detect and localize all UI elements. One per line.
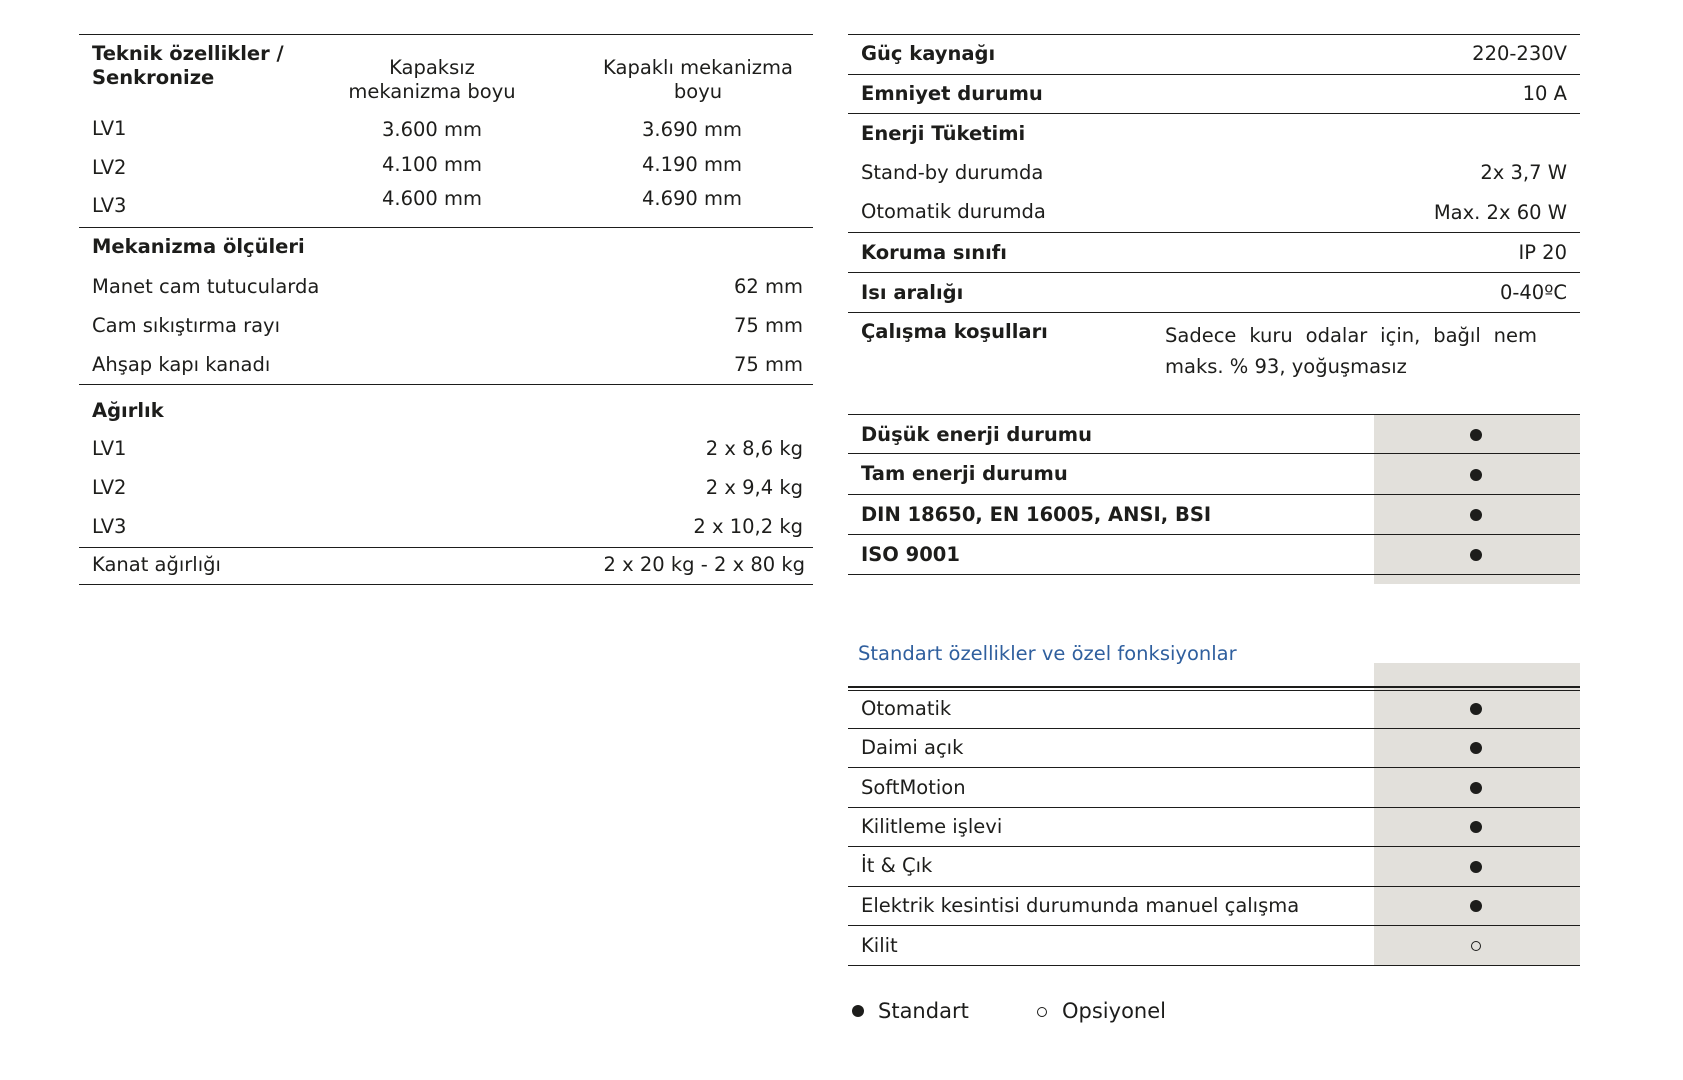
row-label: Kanat ağırlığı: [92, 553, 221, 576]
divider: [848, 453, 1580, 454]
standard-dot-icon: [1470, 742, 1482, 754]
row-label: Elektrik kesintisi durumunda manuel çalışma: [861, 894, 1300, 917]
row-value: 2x 3,7 W: [1480, 161, 1567, 184]
row-label: DIN 18650, EN 16005, ANSI, BSI: [861, 503, 1212, 526]
section-heading: Enerji Tüketimi: [861, 122, 1026, 145]
row-value: 75 mm: [733, 353, 803, 376]
row-label: SoftMotion: [861, 776, 966, 799]
divider: [848, 74, 1580, 75]
divider: [848, 690, 1580, 691]
row-value: 3.600 mm: [381, 118, 482, 141]
row-value: 2 x 9,4 kg: [705, 476, 803, 499]
divider: [848, 414, 1580, 415]
row-label: Cam sıkıştırma rayı: [92, 314, 281, 337]
standard-dot-icon: [1470, 703, 1482, 715]
divider: [848, 534, 1580, 535]
section-heading: Ağırlık: [92, 399, 164, 422]
standard-dot-icon: [1470, 861, 1482, 873]
divider: [848, 767, 1580, 768]
divider: [848, 965, 1580, 966]
features-title: Standart özellikler ve özel fonksiyonlar: [858, 642, 1237, 665]
row-label: Isı aralığı: [861, 281, 964, 304]
row-label: LV1: [92, 117, 127, 140]
row-label: LV2: [92, 476, 127, 499]
row-label: Otomatik durumda: [861, 200, 1046, 223]
row-label: Koruma sınıfı: [861, 241, 1007, 264]
divider: [848, 728, 1580, 729]
divider: [848, 494, 1580, 495]
row-value: 4.690 mm: [641, 187, 742, 210]
standard-dot-icon: [1470, 429, 1482, 441]
row-value: 2 x 8,6 kg: [705, 437, 803, 460]
divider: [79, 547, 813, 548]
row-label: Çalışma koşulları: [861, 320, 1048, 343]
standard-dot-icon: [1470, 469, 1482, 481]
row-label: Daimi açık: [861, 736, 964, 759]
divider: [79, 34, 813, 35]
divider: [79, 584, 813, 585]
standard-dot-icon: [1470, 782, 1482, 794]
row-label: Düşük enerji durumu: [861, 423, 1092, 446]
divider: [848, 232, 1580, 233]
row-value: 2 x 10,2 kg: [693, 515, 803, 538]
row-label: LV3: [92, 515, 127, 538]
divider: [848, 925, 1580, 926]
standard-dot-icon: [852, 1005, 864, 1017]
row-value: 3.690 mm: [641, 118, 742, 141]
optional-circle-icon: [1471, 941, 1481, 951]
row-label: Kilitleme işlevi: [861, 815, 1003, 838]
row-label: Manet cam tutucularda: [92, 275, 320, 298]
optional-circle-icon: [1037, 1007, 1047, 1017]
section-heading: Mekanizma ölçüleri: [92, 235, 305, 258]
column-header-with-cover: Kapaklı mekanizma boyu: [603, 56, 793, 103]
row-label: Emniyet durumu: [861, 82, 1043, 105]
divider: [79, 384, 813, 385]
standard-dot-icon: [1470, 509, 1482, 521]
row-value: IP 20: [1518, 241, 1567, 264]
standard-dot-icon: [1470, 900, 1482, 912]
row-label: Stand-by durumda: [861, 161, 1044, 184]
column-header-without-cover: Kapaksız mekanizma boyu: [348, 56, 516, 103]
row-value: Max. 2x 60 W: [1433, 201, 1567, 224]
row-label: Tam enerji durumu: [861, 462, 1068, 485]
divider: [848, 113, 1580, 114]
row-value: 4.600 mm: [381, 187, 482, 210]
row-label: İt & Çık: [861, 854, 933, 877]
row-label: Otomatik: [861, 697, 952, 720]
row-value: 4.100 mm: [381, 153, 482, 176]
legend-optional-label: Opsiyonel: [1062, 999, 1166, 1023]
divider: [848, 807, 1580, 808]
row-label: LV3: [92, 194, 127, 217]
row-label: ISO 9001: [861, 543, 960, 566]
row-value: 2 x 20 kg - 2 x 80 kg: [603, 553, 805, 576]
row-value: 75 mm: [733, 314, 803, 337]
spec-table-title: Teknik özellikler / Senkronize: [92, 42, 284, 89]
row-value: Sadece kuru odalar için, bağıl nem maks. % 93, yoğuşmasız: [1165, 324, 1537, 378]
standard-dot-icon: [1470, 821, 1482, 833]
divider: [848, 272, 1580, 273]
divider: [848, 686, 1580, 688]
divider: [848, 574, 1580, 575]
row-value: 0-40ºC: [1499, 281, 1567, 304]
row-value: 10 A: [1522, 82, 1567, 105]
divider: [848, 34, 1580, 35]
row-value: 4.190 mm: [641, 153, 742, 176]
divider: [848, 846, 1580, 847]
standard-dot-icon: [1470, 549, 1482, 561]
divider: [79, 227, 813, 228]
row-label: LV1: [92, 437, 127, 460]
row-label: LV2: [92, 156, 127, 179]
divider: [848, 312, 1580, 313]
row-label: Kilit: [861, 934, 898, 957]
divider: [848, 886, 1580, 887]
row-value: 220-230V: [1472, 42, 1567, 65]
row-label: Ahşap kapı kanadı: [92, 353, 271, 376]
row-label: Güç kaynağı: [861, 42, 996, 65]
legend-standard-label: Standart: [878, 999, 969, 1023]
row-value: 62 mm: [733, 275, 803, 298]
